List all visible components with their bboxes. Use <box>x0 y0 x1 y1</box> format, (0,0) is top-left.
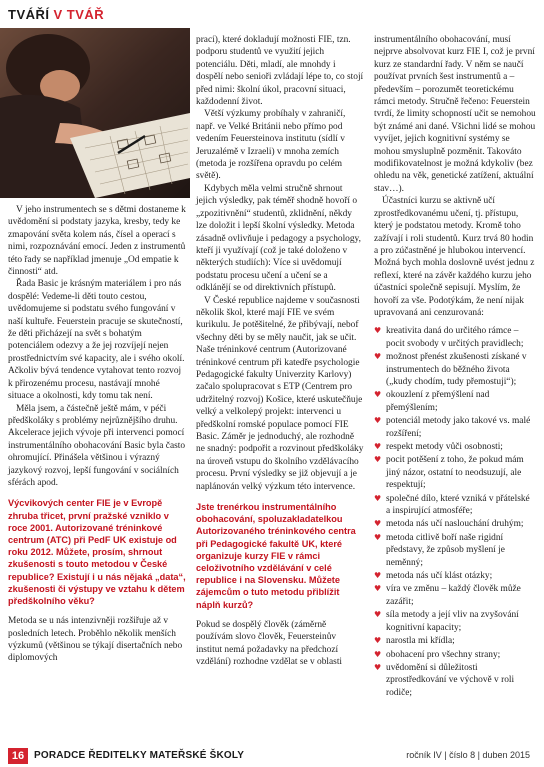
section-header <box>0 0 544 28</box>
page-number: 16 <box>8 748 28 764</box>
paragraph: Kdybych měla velmi stručně shrnout jejich výsledky, pak téměř shodně hovoří o „zpozitivnění“ studentů, zklidnění, někdy lze doložit i lepší školní výsledky. Metoda zásadně ovlivňuje i pedagogy a psychology, kteří ji využívají (což je také doloženo v některých studiích): Více si uvědomují podstatu procesu učení a učení se a odklánějí se od direktivních přístupů. <box>196 183 361 294</box>
article-column-3 <box>374 34 536 700</box>
article-photo <box>0 28 190 198</box>
paragraph: Pokud se dospělý člověk (záměrně používám slovo člověk, Feuersteinův institut nemá požadavky na předchozí vzdělání) rozhodne vzdělat se v oblasti <box>196 619 343 668</box>
interview-question: Výcvikových center FIE je v Evropě zhruba třicet, první pražské vzniklo v roce 2001. Autorizované tréninkové centrum (ATC) při PedF UK existuje od roku 2012. Můžete, prosím, shrnout zkušenosti s touto metodou v České republice? Existují i u nás nějaká „data“, zkušenosti či výstupy ve vztahu k dětem předškolního věku? <box>8 498 186 606</box>
heart-bullet-icon: ♥ <box>374 519 382 529</box>
heart-bullet-icon: ♥ <box>374 326 382 336</box>
heart-bullet-icon: ♥ <box>374 390 382 400</box>
heart-bullet-icon: ♥ <box>374 584 382 594</box>
list-item: ♥ respekt metody vůči osobnosti; <box>374 442 503 452</box>
list-item: ♥ kreativita daná do určitého rámce – pocit svobody v určitých pravidlech; <box>374 326 524 349</box>
paragraph: Řada Basic je krásným materiálem i pro nás dospělé: Vedeme-li děti touto cestou, uvědomujeme si podstatu svého fungování v naší kultuře. Feuerstein pracuje se skutečností, že děti přicházejí na svět s bohatým potenciálem odezvy a že jej rozvíjejí nejen prostřednictvím své kapacity, ale i svého okolí. Ačkoliv bývá tendence vytahovat tento rozvoj k přirozenému procesu, nastávají mnohé situace a okolnosti, kdy tomu tak není. <box>8 279 185 402</box>
list-item: ♥ síla metody a její vliv na zvyšování kognitivní kapacity; <box>374 610 519 633</box>
list-item: ♥ obohacení pro všechny strany; <box>374 649 501 660</box>
heart-bullet-icon: ♥ <box>374 662 382 672</box>
heart-bullet-icon: ♥ <box>374 610 382 620</box>
heart-bullet-icon: ♥ <box>374 442 382 451</box>
heart-bullet-icon: ♥ <box>374 416 382 426</box>
article-column-2 <box>196 34 364 668</box>
issue-info: ročník IV | číslo 8 | duben 2015 <box>406 750 530 760</box>
section-title-accent: V TVÁŘ <box>53 7 105 22</box>
list-item: ♥ víra ve změnu – každý člověk může zazářit; <box>374 584 521 607</box>
paragraph: prací), které dokladují možnosti FIE, tzn. podporu studentů ve využití jejich potenciálu. Děti, mladí, ale mnohdy i dospělí nebo senioři zvládají lépe to, co stojí před nimi: školní úkol, pracovní situaci, každodenní život. <box>196 35 364 108</box>
heart-bullet-icon: ♥ <box>374 636 382 646</box>
list-item: ♥ společné dílo, které vzniká v přátelské a inspirující atmosféře; <box>374 493 530 517</box>
interview-question: Jste trenérkou instrumentálního obohacování, spoluzakladatelkou Autorizovaného tréninkového centra při Pedagogické fakultě UK, které organizuje kurzy FIE v rámci celoživotního vzdělávání v celé republice i na Slovensku. Můžete zájemcům o tuto metodu přiblížit náplň kurzů? <box>196 502 356 610</box>
article-column-1 <box>8 204 186 665</box>
list-item: ♥ okouzlení z přemýšlení nad přemýšlením; <box>374 390 490 413</box>
section-title <box>8 7 104 22</box>
paragraph: V jeho instrumentech se s dětmi dostaneme k uvědomění si podstaty jazyka, kresby, tedy ke zmapování světa kolem nás, čísel a operací s nimi, rozpoznávání emocí. Jeden z instrumentů této řady se například jmenuje „Od empatie k činnosti“ atd. <box>8 205 186 278</box>
paragraph: Měla jsem, a částečně ještě mám, v péči předškoláky s problémy nejrůznějšího druhu. Akcelerace jejich vývoje při intervenci pomocí instrumentálního obohacování Basic byla často ohromující. Přinášela většinou i výrazný jazykový rozvoj, lepší fungování v sociálních sférách apod. <box>8 403 186 488</box>
list-item: ♥ uvědomění si důležitosti zprostředkování ve výchově v roli rodiče; <box>374 662 515 698</box>
paragraph: V České republice najdeme v současnosti několik škol, které mají FIE ve svém kurikulu. Je potěšitelné, že přibývají, nebof všechny děti by se měly naučit, jak se učit. Naše tréninkové centrum (Autorizované tréninkové centrum při katedře psychologie Pedagogické fakulty Univerzity Karlovy) začalo spolupracovat s ETP (Centrem pro udržitelný rozvoj) Košice, které uskutečňuje velký a velkolepý projekt: intervenci u předškolní romské populace pomocí FIE Basic. Záměr je jednoduchý, ale rozhodně ne snadný: podpořit a rozvinout předškoláky na úroveň vstupu do školního vzdělávacího procesu. První výsledky se již objevují a je naplánován velký výzkum této intervence. <box>196 295 364 492</box>
photo-illustration <box>0 28 190 198</box>
list-item: ♥ potenciál metody jako takové vs. malé rozšíření; <box>374 416 531 439</box>
section-title-first: TVÁŘÍ <box>8 7 50 22</box>
heart-bullet-icon: ♥ <box>374 571 382 581</box>
page-footer <box>0 744 544 767</box>
heart-bullet-icon: ♥ <box>374 455 382 465</box>
paragraph: Větší výzkumy probíhaly v zahraničí, např. ve Velké Británii nebo přímo pod vedením Feuersteinova institutu (sídlí v Jeruzalémě v Izraeli) v mnoha zemích (metoda je rozšířena opravdu po celém světě). <box>196 109 346 182</box>
magazine-title: PORADCE ŘEDITELKY MATEŘSKÉ ŠKOLY <box>34 750 245 761</box>
list-item: ♥ možnost přenést zkušenosti získané v instrumentech do běžného života („kudy chodím, tudy přemostuji“); <box>374 352 527 387</box>
list-item: ♥ metoda nás učí klást otázky; <box>374 571 493 582</box>
paragraph: Metoda se u nás intenzivněji rozšiřuje až v posledních letech. Proběhlo několik menších výzkumů (většinou se týkají disertačních nebo diplomových <box>8 616 183 664</box>
heart-bullet-icon: ♥ <box>374 352 382 362</box>
list-item: ♥ pocit potěšení z toho, že pokud mám jiný názor, ostatní to neodsuzují, ale respektují; <box>374 455 524 491</box>
heart-bullet-icon: ♥ <box>374 532 382 542</box>
paragraph: Účastníci kurzu se aktivně učí zprostředkovanému učení, tj. přístupu, který je podstatou metody. Kromě toho zažívají i roli studentů. Kurz trvá 80 hodin a pro zúčastněné je hlubokou intervencí. Možná bych mohla doslovně uvést jednu z reflexí, které na závěr každého kurzu jeho účastníci společně sepisují. Myslím, že hovoří za vše. Podotýkám, že není nijak upravovaná ani cenzurovaná: <box>374 196 535 318</box>
heart-bullet-icon: ♥ <box>374 649 382 659</box>
reflection-list <box>374 325 536 699</box>
list-item: ♥ narostla mi křídla; <box>374 636 455 647</box>
list-item: ♥ metoda nás učí naslouchání druhým; <box>374 519 524 530</box>
heart-bullet-icon: ♥ <box>374 493 382 503</box>
paragraph: instrumentálního obohacování, musí nejprve absolvovat kurz FIE I, což je první kurz ze standardní řady. V něm se naučí používat prvních šest instrumentů a – především – porozumět teoretickému rámci metody. Stručně řečeno: Feuerstein tvrdí, že limity schopností učit se nemohou být známé ani dané. Všichni lidé se mohou vyvíjet, jejich kognitivní systémy se mohou smysluplně pozměnit. Takováto modifikovatelnost je možná kdykoliv (bez ohledu na věk, genetické zatížení, aktuální stav…). <box>374 35 536 194</box>
list-item: ♥ metoda citlivě boří naše rigidní představy, že způsob myšlení je neměnný; <box>374 532 505 568</box>
